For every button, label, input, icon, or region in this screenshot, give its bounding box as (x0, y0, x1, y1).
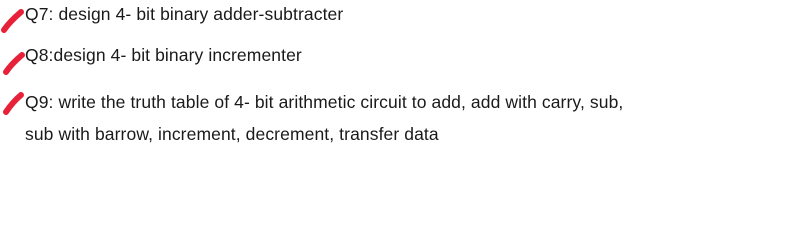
check-mark-q8 (6, 55, 22, 72)
check-mark-q9 (6, 95, 21, 112)
question-8: Q8:design 4- bit binary incrementer (25, 45, 302, 65)
question-9-line-2: sub with barrow, increment, decrement, transfer data (25, 124, 439, 144)
question-7: Q7: design 4- bit binary adder-subtracter (25, 4, 344, 24)
question-9-line-1: Q9: write the truth table of 4- bit arithmetic circuit to add, add with carry, sub, (25, 92, 624, 112)
check-mark-q7 (4, 12, 21, 30)
